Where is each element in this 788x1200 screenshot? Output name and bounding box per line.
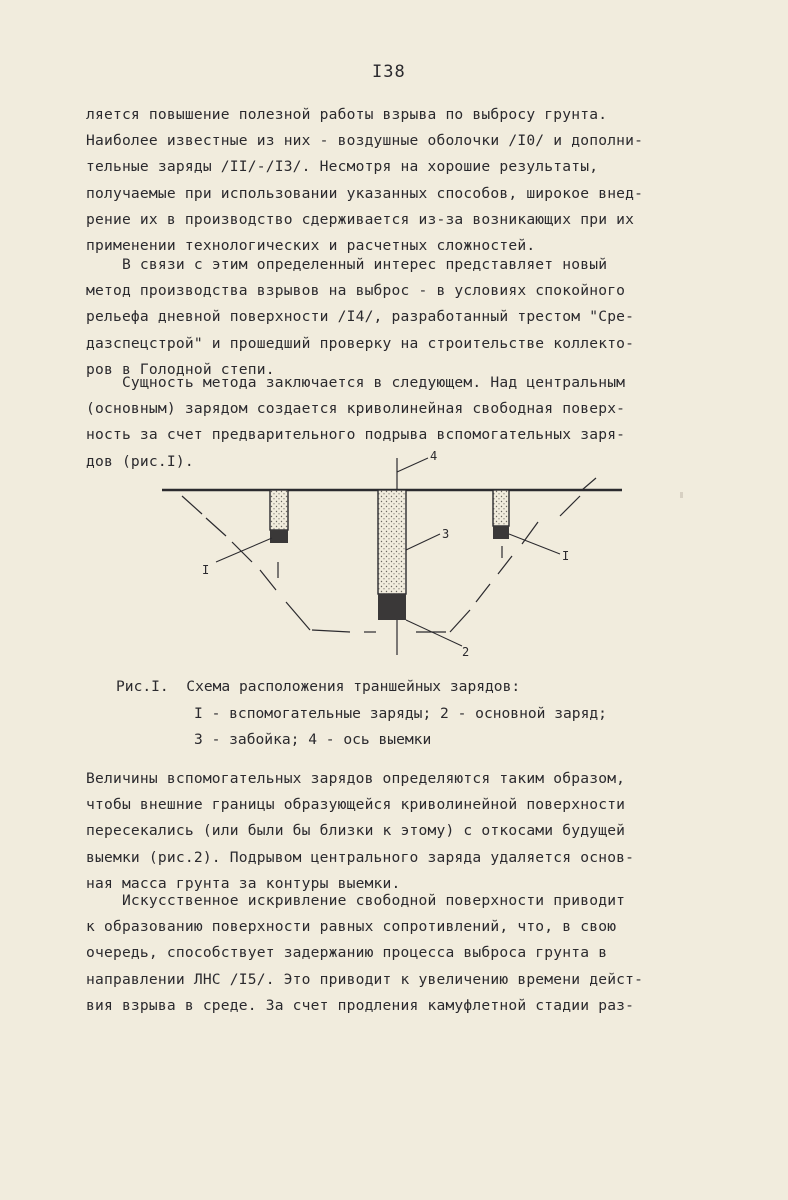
text-line: Сущность метода заключается в следующем. Над центральным [86, 374, 626, 391]
text-line: (основным) зарядом создается криволинейная свободная поверх- [86, 400, 626, 418]
label-2: 2 [462, 645, 470, 659]
paragraph-5 [86, 888, 706, 1019]
auxiliary-charge-right [493, 526, 509, 539]
text-line: дов (рис.I). [86, 452, 194, 470]
text-line: тельные заряды /II/-/I3/. Несмотря на хорошие результаты, [86, 158, 599, 176]
label-1-left: I [202, 563, 210, 577]
text-line: Величины вспомогательных зарядов определяются таким образом, [86, 770, 626, 787]
text-line: чтобы внешние границы образующейся криволинейной поверхности [86, 796, 626, 814]
text-line: ная масса грунта за контуры выемки. [86, 874, 401, 892]
label-3-leader [406, 534, 440, 550]
caption-line: Рис.I. Схема расположения траншейных зарядов: [116, 678, 521, 695]
label-1-left-leader [216, 538, 272, 562]
paragraph-2 [86, 252, 706, 383]
text-line: выемки (рис.2). Подрывом центрального заряда удаляется основ- [86, 848, 635, 866]
text-line: Искусственное искривление свободной поверхности приводит [86, 892, 626, 909]
text-line: ров в Голодной степи. [86, 360, 275, 378]
text-line: пересекались (или были бы близки к этому) с откосами будущей [86, 822, 626, 840]
label-4-leader [397, 458, 428, 472]
paragraph-1 [86, 102, 706, 259]
text-line: вия взрыва в среде. За счет продления камуфлетной стадии раз- [86, 996, 635, 1014]
text-line: рение их в производство сдерживается из-за возникающих при их [86, 210, 635, 228]
main-charge [378, 594, 406, 620]
label-4: 4 [430, 450, 438, 463]
page-number: I38 [372, 62, 406, 82]
text-line: Наиболее известные из них - воздушные оболочки /I0/ и дополни- [86, 132, 644, 150]
text-line: применении технологических и расчетных сложностей. [86, 237, 536, 255]
label-1-right: I [562, 549, 570, 563]
caption-line: I - вспомогательные заряды; 2 - основной заряд; [194, 704, 607, 722]
text-line: очередь, способствует задержанию процесса выброса грунта в [86, 944, 608, 962]
text-line: получаемые при использовании указанных способов, широкое внед- [86, 184, 644, 202]
label-3: 3 [442, 527, 450, 541]
figure-caption [116, 674, 607, 754]
text-line: ляется повышение полезной работы взрыва по выбросу грунта. [86, 106, 608, 123]
text-line: к образованию поверхности равных сопротивлений, что, в свою [86, 918, 617, 936]
main-charge-stemming [378, 490, 406, 594]
paragraph-4 [86, 766, 706, 897]
text-line: метод производства взрывов на выброс - в условиях спокойного [86, 282, 626, 300]
text-line: направлении ЛНС /I5/. Это приводит к увеличению времени дейст- [86, 970, 644, 988]
auxiliary-charge-stemming-right [493, 490, 509, 526]
text-line: В связи с этим определенный интерес представляет новый [86, 256, 608, 273]
text-line: ность за счет предварительного подрыва вспомогательных заря- [86, 426, 626, 444]
auxiliary-charge-stemming-left [270, 490, 288, 530]
text-line: дазспецстрой" и прошедший проверку на строительстве коллекто- [86, 334, 635, 352]
auxiliary-charge-left [270, 530, 288, 543]
label-2-leader [406, 620, 462, 646]
text-line: рельефа дневной поверхности /I4/, разработанный трестом "Сре- [86, 308, 635, 326]
trench-charges-diagram [150, 450, 630, 660]
caption-line: 3 - забойка; 4 - ось выемки [194, 731, 432, 748]
label-1-right-leader [509, 534, 560, 554]
paper-mark [680, 492, 683, 498]
